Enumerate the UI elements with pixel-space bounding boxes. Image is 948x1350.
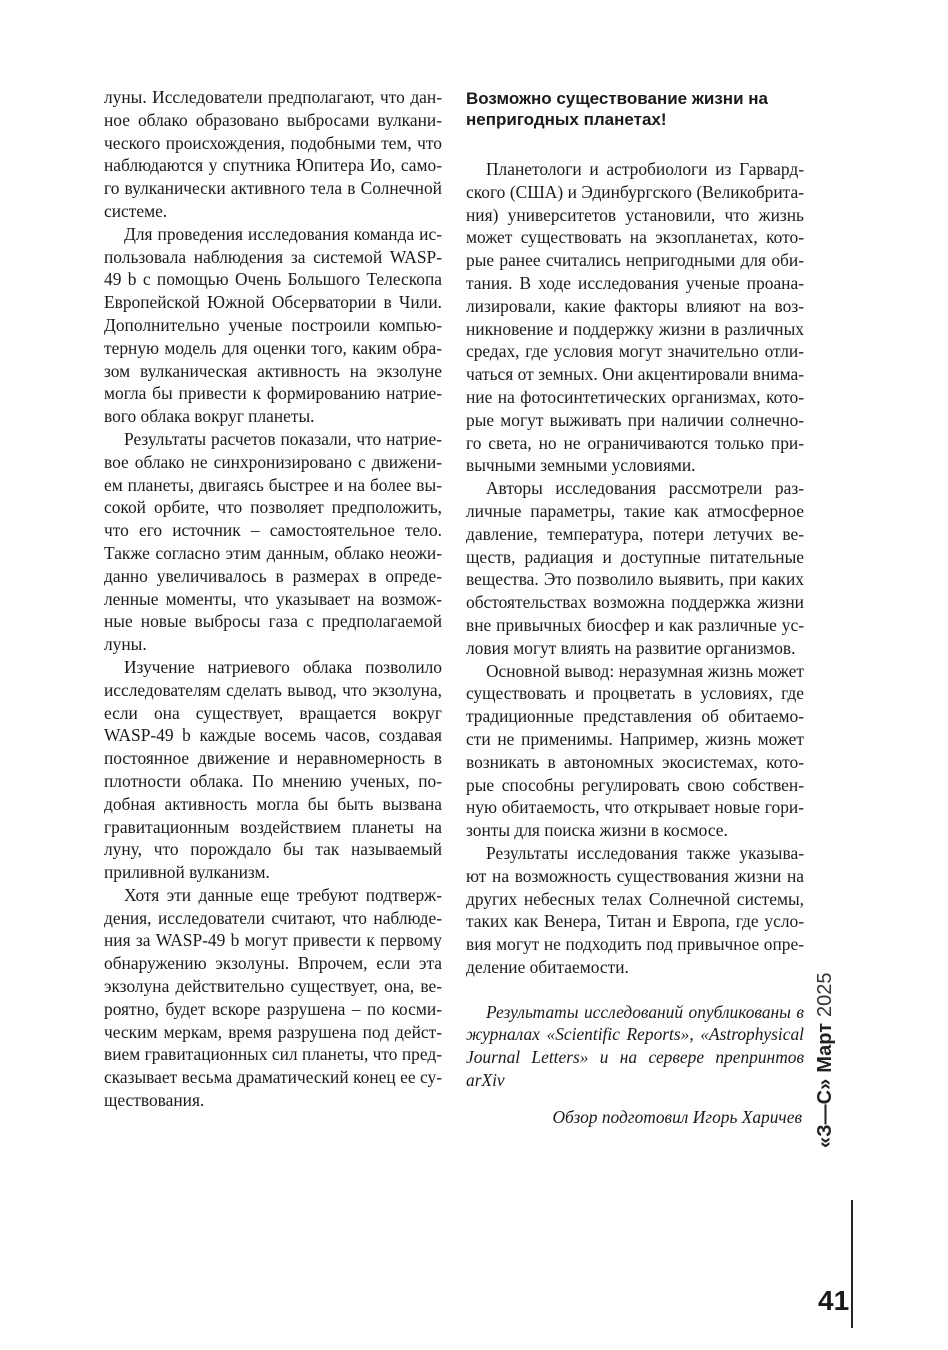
- paragraph: Авторы исследования рассмотрели различные параметры, такие как атмосферное давление, температура, потери летучих веществ, радиация и доступные питательные вещества. Это позволило выявить, при каких обстоятельствах возможна поддержка жизни вне привычных биосфер и как различные условия могут влиять на развитие организмов.: [466, 478, 804, 658]
- paragraph: Результаты расчетов показали, что натриевое облако не синхронизировано с движением планеты, двигаясь быстрее и на более высокой орбите, что позволяет предположить, что его источник – самостоятельное тело. Также согласно этим данным, облако неожиданно увеличивалось в размерах в определенные моменты, что указывает на возможные новые выбросы газа с предполагаемой луны.: [104, 428, 442, 655]
- right-column: [466, 86, 804, 1129]
- left-column: [104, 86, 442, 1112]
- page-number: 41: [818, 1285, 850, 1316]
- author-note: Обзор подготовил Игорь Харичев: [552, 1106, 802, 1127]
- paragraph: Планетологи и астробиологи из Гарвардского (США) и Эдинбургского (Великобритания) университетов установили, что жизнь может существовать на экзопланетах, которые ранее считались непригодными для обитания. В ходе исследования ученые проанализировали, какие факторы влияют на возникновение и поддержку жизни в различных средах, где условия могут значительно отличаться от земных. Они акцентировали внимание на фотосинтетических организмах, которые могут выживать при наличии солнечного света, но не ограничиваются только привычными земными условиями.: [466, 159, 804, 476]
- paragraph: Изучение натриевого облака позволило исследователям сделать вывод, что экзолуна, если она существует, вращается вокруг WASP-49 b каждые восемь часов, создавая постоянное движение и неравномерность в плотности облака. По мнению ученых, подобная активность могла бы быть вызвана гравитационным воздействием планеты на луну, что порождало бы так называемый приливной вулканизм.: [104, 656, 442, 883]
- footer-divider: [851, 1200, 853, 1328]
- magazine-name: «З—С»: [814, 1078, 836, 1148]
- paragraph: Результаты исследования также указывают на возможность существования жизни на других небесных телах Солнечной системы, таких как Венера, Титан и Европа, где условия могут не подходить под привычное определение обитаемости.: [466, 842, 804, 977]
- paragraph: Для проведения исследования команда использовала наблюдения за системой WASP-49 b с помощью Очень Большого Телескопа Европейской Южной Обсерватории в Чили. Дополнительно ученые построили компьютерную модель для оценки того, каким образом вулканическая активность на экзолуне могла бы привести к формированию натриевого облака вокруг планеты.: [104, 223, 442, 427]
- issue-year: 2025: [814, 972, 836, 1017]
- paragraph: Хотя эти данные еще требуют подтверждения, исследователи считают, что наблюдения за WASP-49 b могут привести к первому обнаружению экзолуны. Впрочем, если эта экзолуна действительно существует, она, вероятно, будет вскоре разрушена – по космическим меркам, время разрушена под действием гравитационных сил планеты, что предсказывает весьма драматический конец ее существования.: [104, 884, 442, 1111]
- article-heading: Возможно существование жизни на непригодных планетах!: [466, 89, 768, 129]
- running-footer: [810, 972, 840, 1148]
- source-note: Результаты исследований опубликованы в журналах «Scientific Reports», «Astrophysical Journal Letters» и на сервере препринтов arXiv: [466, 1001, 804, 1091]
- paragraph: луны. Исследователи предполагают, что данное облако образовано выбросами вулканического происхождения, подобными тем, что наблюдаются у спутника Юпитера Ио, самого вулканически активного тела в Солнечной системе.: [104, 87, 442, 221]
- paragraph: Основной вывод: неразумная жизнь может существовать и процветать в условиях, где традиционные представления об обитаемости не применимы. Например, жизнь может возникать в автономных экосистемах, которые способны регулировать свою собственную обитаемость, что открывает новые горизонты для поиска жизни в космосе.: [466, 660, 804, 841]
- issue-month: Март: [814, 1023, 836, 1073]
